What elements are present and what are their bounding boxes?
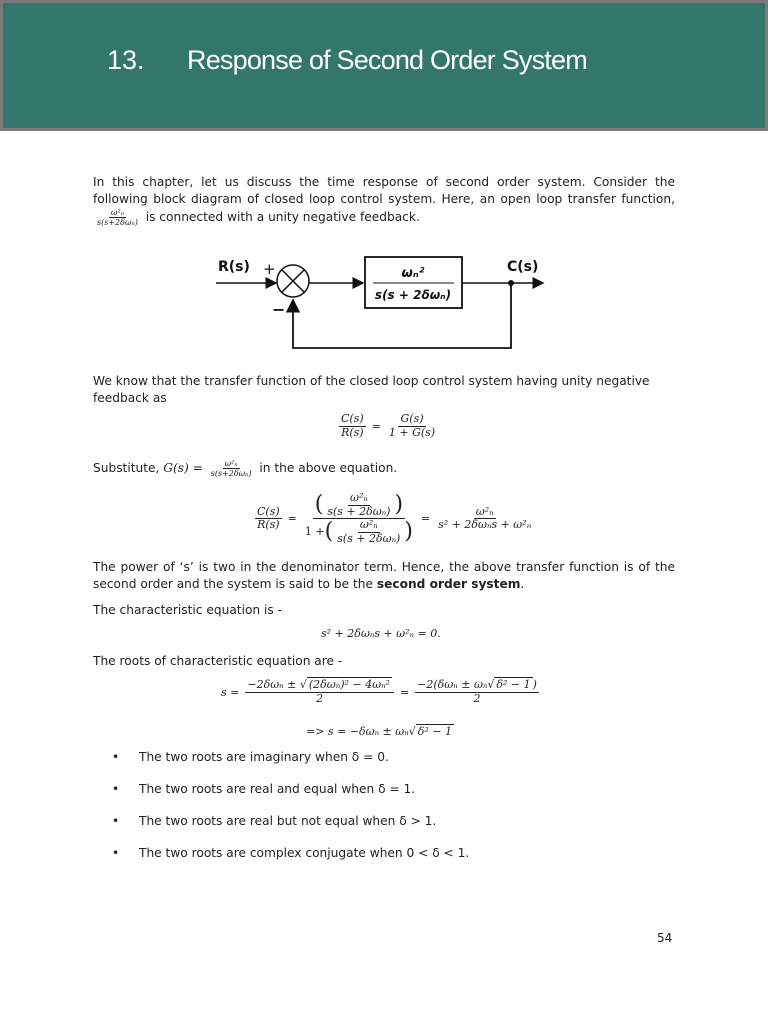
roots-cases-list	[112, 748, 469, 876]
block-diagram	[210, 250, 560, 355]
roots-frac-2: $\frac{\text{−2(δωₙ ± ωₙ√ δ² − 1 )}}{2}$	[417, 678, 537, 705]
list-item: • The two roots are real but not equal when δ > 1.	[112, 812, 469, 844]
roots-intro: The roots of characteristic equation are -	[93, 654, 343, 668]
characteristic-equation-intro: The characteristic equation is -	[93, 603, 283, 617]
page-number: 54	[657, 931, 673, 945]
substitute-fraction: $\frac{\text{ω²ₙ}}{\text{s(s+2δωₙ)}}$	[210, 459, 252, 479]
open-loop-tf	[95, 208, 140, 227]
block-denominator: s(s + 2δωₙ)	[374, 288, 452, 302]
eq1-rhs: $\frac{G(s)}{1 + G(s)}$	[388, 412, 436, 439]
chapter-number: 13.	[107, 45, 145, 75]
chapter-header	[0, 0, 768, 131]
equation-closed-loop-tf: $\frac{C(s)}{R(s)}$ = $\frac{G(s)}{1 + G(s)}$	[341, 412, 436, 439]
chapter-title: Response of Second Order System	[187, 45, 587, 75]
block-numerator: ωₙ²	[401, 266, 425, 281]
equation-substituted: $\frac{C(s)}{R(s)}$ = ( $\frac{\text{ω²ₙ}}{\text{s(s + 2δωₙ)}}$ ) 1 + ( $\frac{\text{ω²ₙ}}{\text{s(s + 2δωₙ)}}$ ) = $\frac{\text{ω²ₙ}}{\text{s² + 2δωₙs + ω²ₙ}}$	[257, 491, 532, 545]
roots-frac-1: $\frac{\text{−2δωₙ ± √ (2δωₙ)² − 4ωₙ²}}{2}$	[245, 679, 394, 705]
summing-junction	[277, 265, 309, 297]
paragraph-closed-loop: We know that the transfer function of the closed loop control system having unity negative feedback as	[93, 374, 650, 405]
input-label: R(s)	[218, 259, 250, 275]
substitute-line: Substitute, G(s) = $\frac{\text{ω²ₙ}}{\text{s(s+2δωₙ)}}$ in the above equation.	[93, 459, 398, 479]
eq2-lhs: $\frac{C(s)}{R(s)}$	[257, 504, 280, 532]
intro-paragraph	[93, 174, 675, 227]
roots-simplified: => s = −δωₙ ± ωₙ √ δ² − 1	[306, 724, 452, 738]
list-item: • The two roots are complex conjugate when 0 < δ < 1.	[112, 844, 469, 876]
roots-equation: s = $\frac{\text{−2δωₙ ± √ (2δωₙ)² − 4ωₙ²}}{2}$ = $\frac{\text{−2(δωₙ ± ωₙ√ δ² − 1 )}}{2}$	[221, 678, 537, 705]
minus-sign: −	[272, 300, 286, 319]
tf-denominator: s(s+2δωₙ)	[97, 218, 138, 228]
intro-text-end: is connected with a unity negative feedback.	[141, 210, 420, 225]
plus-sign: +	[263, 260, 276, 278]
second-order-system-term: second order system	[376, 577, 521, 591]
list-item: • The two roots are imaginary when δ = 0.	[112, 748, 469, 780]
eq2-rhs: $\frac{\text{ω²ₙ}}{\text{s² + 2δωₙs + ω²ₙ}}$	[438, 504, 532, 532]
characteristic-equation: s² + 2δωₙs + ω²ₙ = 0.	[321, 627, 441, 640]
output-label: C(s)	[507, 259, 539, 275]
tf-numerator: ω²ₙ	[110, 208, 124, 217]
list-item: • The two roots are real and equal when δ = 1.	[112, 780, 469, 812]
eq2-middle: ( $\frac{\text{ω²ₙ}}{\text{s(s + 2δωₙ)}}$ ) 1 + ( $\frac{\text{ω²ₙ}}{\text{s(s + 2δωₙ)}}$ )	[304, 491, 413, 545]
eq1-lhs: $\frac{C(s)}{R(s)}$	[341, 412, 364, 439]
intro-text: In this chapter, let us discuss the time response of second order system. Consider the following block diagram of closed loop control system. Here, an open loop transfer function,	[93, 175, 675, 206]
paragraph-second-order: The power of ‘s’ is two in the denominator term. Hence, the above transfer function is of the second order and the system is said to be the second order system.	[93, 560, 675, 591]
